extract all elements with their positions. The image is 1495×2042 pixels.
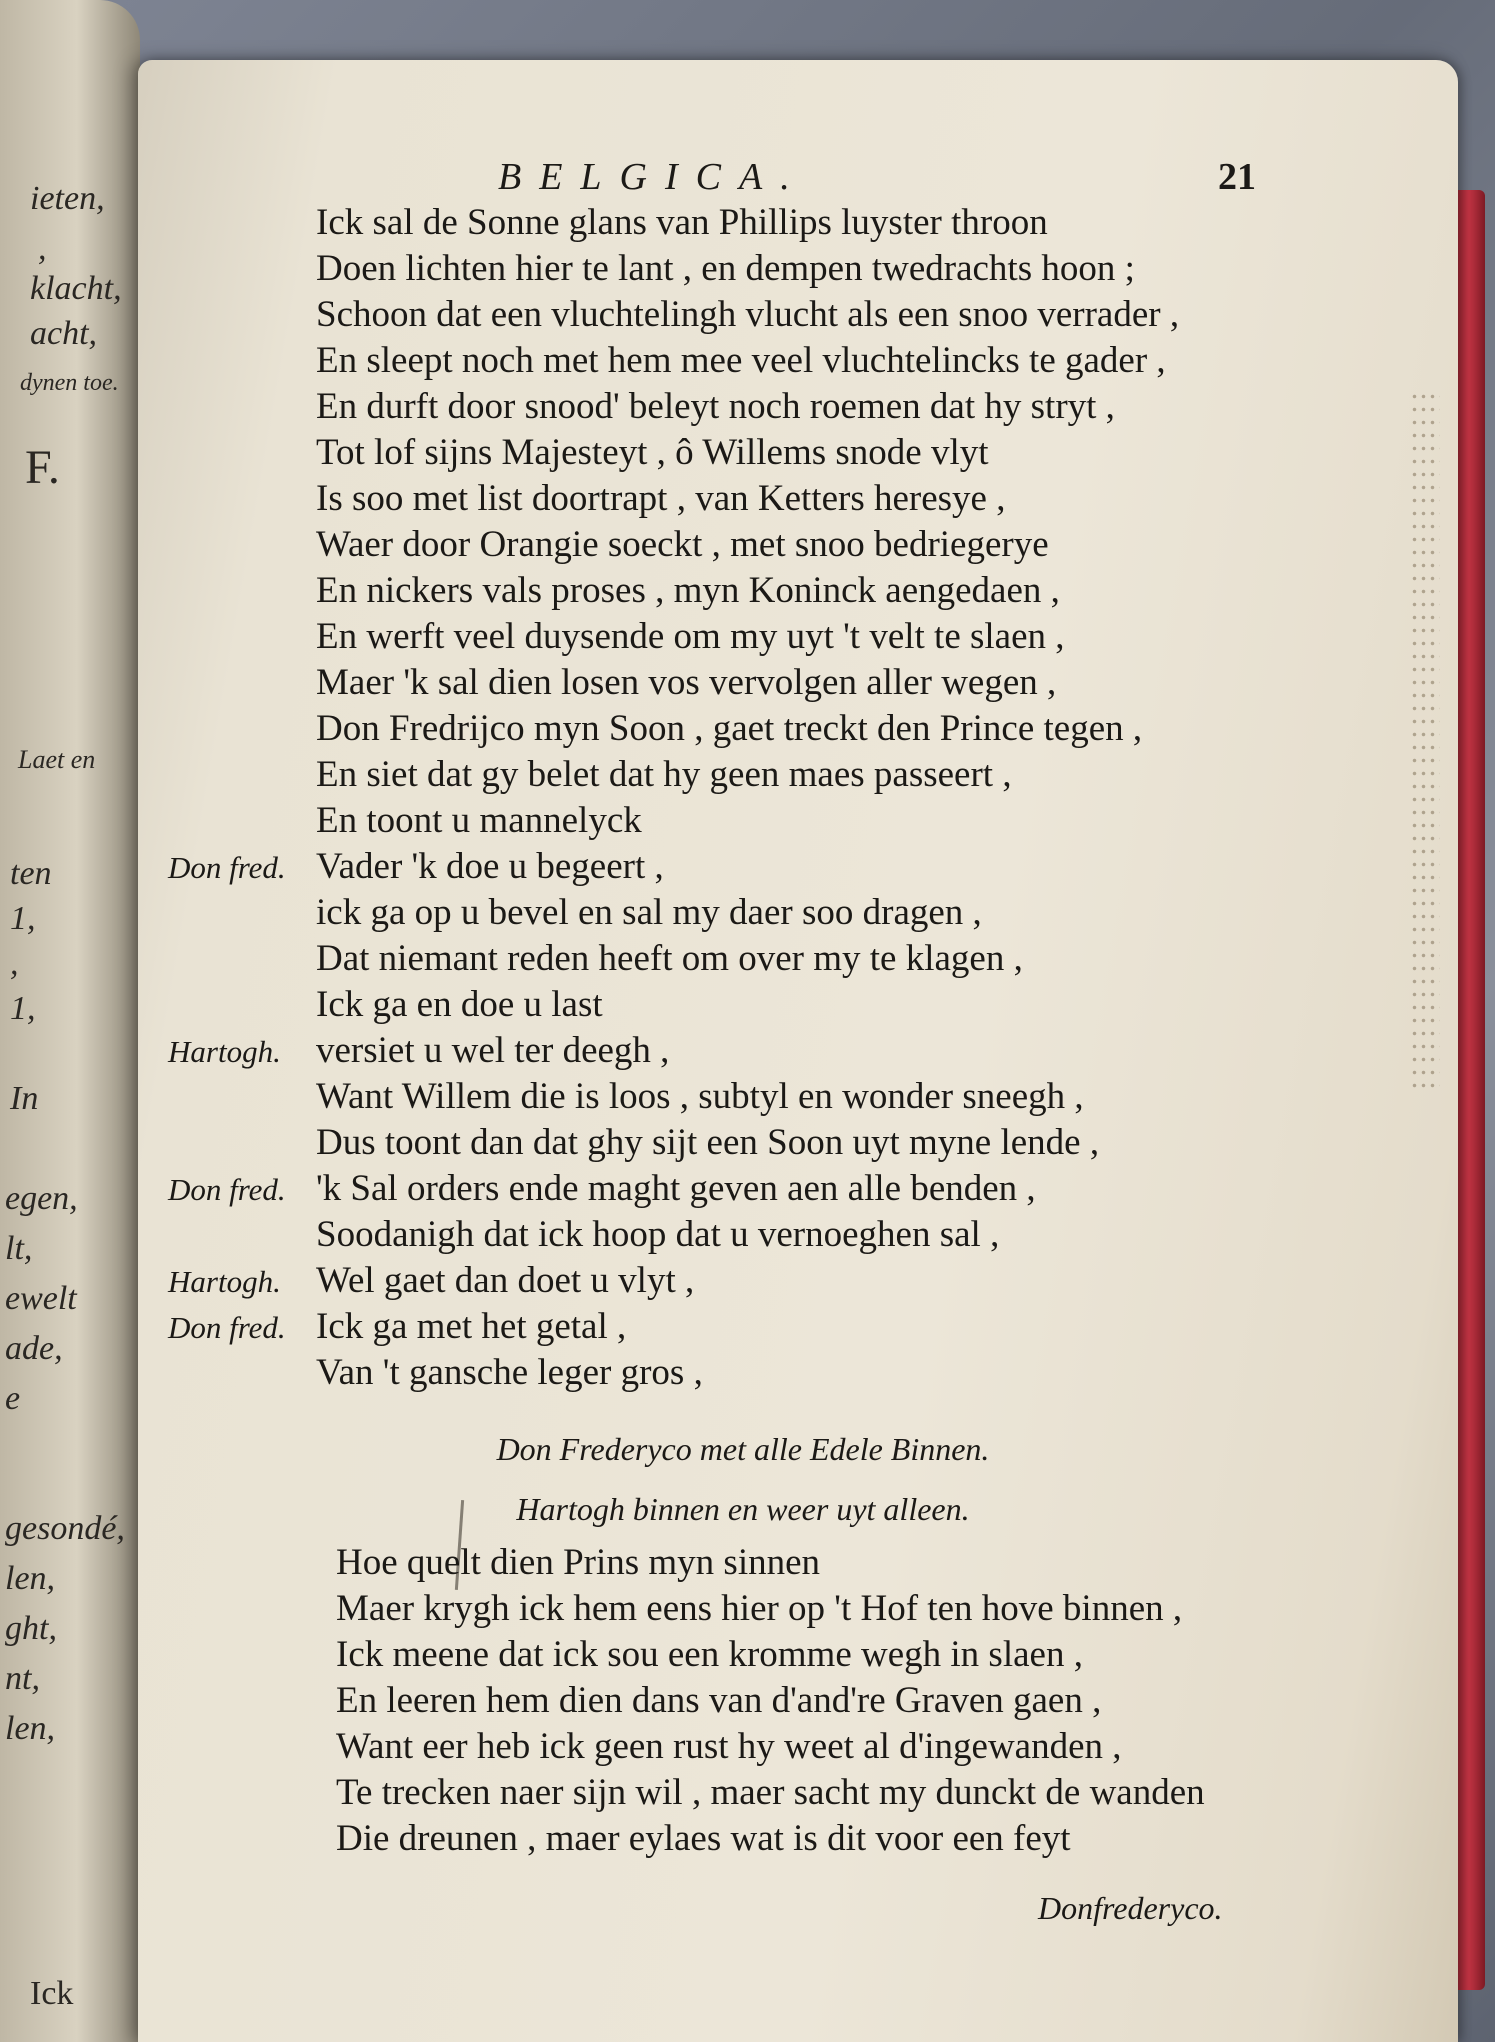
verse-line-text: Vader 'k doe u begeert , — [316, 846, 664, 887]
verse-line — [168, 1074, 1348, 1120]
left-page-fragment: e — [5, 1380, 21, 1417]
left-page-fragment: Ick — [30, 1975, 74, 2012]
verse-line — [168, 982, 1348, 1028]
verse-line-text: versiet u wel ter deegh , — [316, 1030, 670, 1071]
left-page-fragment: acht, — [30, 315, 98, 352]
verse-line-text: Die dreunen , maer eylaes wat is dit voor een feyt — [336, 1818, 1071, 1859]
verse-line-text: Don Fredrijco myn Soon , gaet treckt den Prince tegen , — [316, 708, 1143, 749]
verse-line-text: Te trecken naer sijn wil , maer sacht my dunckt de wanden — [336, 1772, 1205, 1813]
verse-line-text: En sleept noch met hem mee veel vluchtelincks te gader , — [316, 340, 1166, 381]
verse-line — [168, 1258, 1348, 1304]
verse-line — [168, 614, 1348, 660]
left-page-fragment: ten — [10, 855, 52, 892]
verse-text — [168, 200, 1348, 1862]
verse-line-text: En nickers vals proses , myn Koninck aengedaen , — [316, 570, 1060, 611]
left-page-fragment: ewelt — [5, 1280, 77, 1317]
verse-line-text: ick ga op u bevel en sal my daer soo dragen , — [316, 892, 982, 933]
left-page-fragment: lt, — [5, 1230, 33, 1267]
verse-line — [168, 1770, 1348, 1816]
verse-line-text: En werft veel duysende om my uyt 't velt te slaen , — [316, 616, 1065, 657]
verse-line — [168, 752, 1348, 798]
verse-line-text: En leeren hem dien dans van d'and're Graven gaen , — [336, 1680, 1102, 1721]
verse-line — [168, 522, 1348, 568]
left-page-edge — [0, 0, 140, 2042]
verse-line — [168, 200, 1348, 246]
left-page-fragment: ght, — [5, 1610, 57, 1647]
verse-line-text: Hoe quelt dien Prins myn sinnen — [336, 1542, 821, 1583]
verse-line — [168, 292, 1348, 338]
verse-line — [168, 1632, 1348, 1678]
left-page-fragment: gesondé, — [5, 1510, 125, 1547]
foxing-spots — [1410, 390, 1440, 1090]
verse-line-text: Maer krygh ick hem eens hier op 't Hof ten hove binnen , — [336, 1588, 1183, 1629]
verse-line-text: En toont u mannelyck — [316, 800, 642, 841]
verse-line — [168, 1304, 1348, 1350]
running-title: BELGICA. — [498, 156, 808, 198]
verse-line — [168, 1586, 1348, 1632]
verse-line-text: Maer 'k sal dien losen vos vervolgen aller wegen , — [316, 662, 1057, 703]
verse-line-text: Soodanigh dat ick hoop dat u vernoeghen sal , — [316, 1214, 1000, 1255]
verse-line — [168, 568, 1348, 614]
verse-line-text: Ick ga met het getal , — [316, 1306, 627, 1347]
speaker-label: Don fred. — [168, 1172, 286, 1207]
speaker-label: Hartogh. — [168, 1034, 281, 1069]
verse-line-text: En siet dat gy belet dat hy geen maes passeert , — [316, 754, 1012, 795]
verse-line-text: Is soo met list doortrapt , van Ketters heresye , — [316, 478, 1006, 519]
left-page-fragment: 1, — [10, 990, 36, 1027]
verse-line-text: Ick sal de Sonne glans van Phillips luyster throon — [316, 202, 1048, 243]
verse-line — [168, 1166, 1348, 1212]
stage-direction: Hartogh binnen en weer uyt alleen. — [516, 1491, 970, 1527]
left-page-fragment: F. — [25, 441, 60, 494]
verse-line-text: Van 't gansche leger gros , — [316, 1352, 703, 1393]
verse-line — [168, 384, 1348, 430]
verse-line — [168, 890, 1348, 936]
left-page-fragment: klacht, — [30, 270, 122, 307]
verse-line — [168, 1350, 1348, 1396]
verse-line — [168, 660, 1348, 706]
left-page-fragment: len, — [5, 1710, 56, 1747]
verse-line — [168, 798, 1348, 844]
speaker-label: Hartogh. — [168, 1264, 281, 1299]
speaker-label: Don fred. — [168, 850, 286, 885]
verse-line-text: Tot lof sijns Majesteyt , ô Willems snode vlyt — [316, 432, 989, 473]
verse-line-text: 'k Sal orders ende maght geven aen alle benden , — [316, 1168, 1036, 1209]
catchword: Donfrederyco. — [1038, 1890, 1223, 1926]
verse-line-text: Waer door Orangie soeckt , met snoo bedriegerye — [316, 524, 1049, 565]
page-number: 21 — [1218, 156, 1256, 198]
verse-line-text: Dat niemant reden heeft om over my te klagen , — [316, 938, 1023, 979]
left-page-fragment: Laet en — [18, 745, 96, 774]
left-page-fragment: 1, — [10, 900, 36, 937]
verse-line — [168, 706, 1348, 752]
verse-line — [168, 1028, 1348, 1074]
left-page-fragment: len, — [5, 1560, 56, 1597]
verse-line — [168, 1678, 1348, 1724]
stage-direction: Don Frederyco met alle Edele Binnen. — [496, 1431, 990, 1467]
verse-line-text: Want eer heb ick geen rust hy weet al d'ingewanden , — [336, 1726, 1122, 1767]
verse-line-text: Ick meene dat ick sou een kromme wegh in slaen , — [336, 1634, 1083, 1675]
verse-line — [168, 1540, 1348, 1586]
verse-line — [168, 430, 1348, 476]
book-page — [138, 60, 1458, 2042]
left-page-fragment: nt, — [5, 1660, 40, 1697]
left-page-fragment: In — [10, 1080, 39, 1117]
left-page-fragment: , — [38, 230, 47, 267]
verse-line-text: Doen lichten hier te lant , en dempen twedrachts hoon ; — [316, 248, 1135, 289]
verse-line-text: Schoon dat een vluchtelingh vlucht als een snoo verrader , — [316, 294, 1180, 335]
verse-line-text: Wel gaet dan doet u vlyt , — [316, 1260, 695, 1301]
left-page-fragment: ieten, — [30, 180, 105, 217]
verse-line-text: Ick ga en doe u last — [316, 984, 603, 1025]
verse-line — [168, 338, 1348, 384]
verse-line — [168, 1120, 1348, 1166]
verse-line-text: Dus toont dan dat ghy sijt een Soon uyt myne lende , — [316, 1122, 1100, 1163]
verse-line — [168, 1212, 1348, 1258]
left-page-fragment: dynen toe. — [20, 370, 119, 396]
left-page-fragment: ade, — [5, 1330, 63, 1367]
verse-line — [168, 1816, 1348, 1862]
verse-line-text: En durft door snood' beleyt noch roemen dat hy stryt , — [316, 386, 1115, 427]
verse-line — [168, 936, 1348, 982]
verse-line-text: Want Willem die is loos , subtyl en wonder sneegh , — [316, 1076, 1084, 1117]
left-page-fragment: , — [10, 945, 19, 982]
verse-line — [168, 246, 1348, 292]
speaker-label: Don fred. — [168, 1310, 286, 1345]
verse-line — [168, 844, 1348, 890]
verse-line — [168, 476, 1348, 522]
left-page-fragment: egen, — [5, 1180, 78, 1217]
verse-line — [168, 1724, 1348, 1770]
